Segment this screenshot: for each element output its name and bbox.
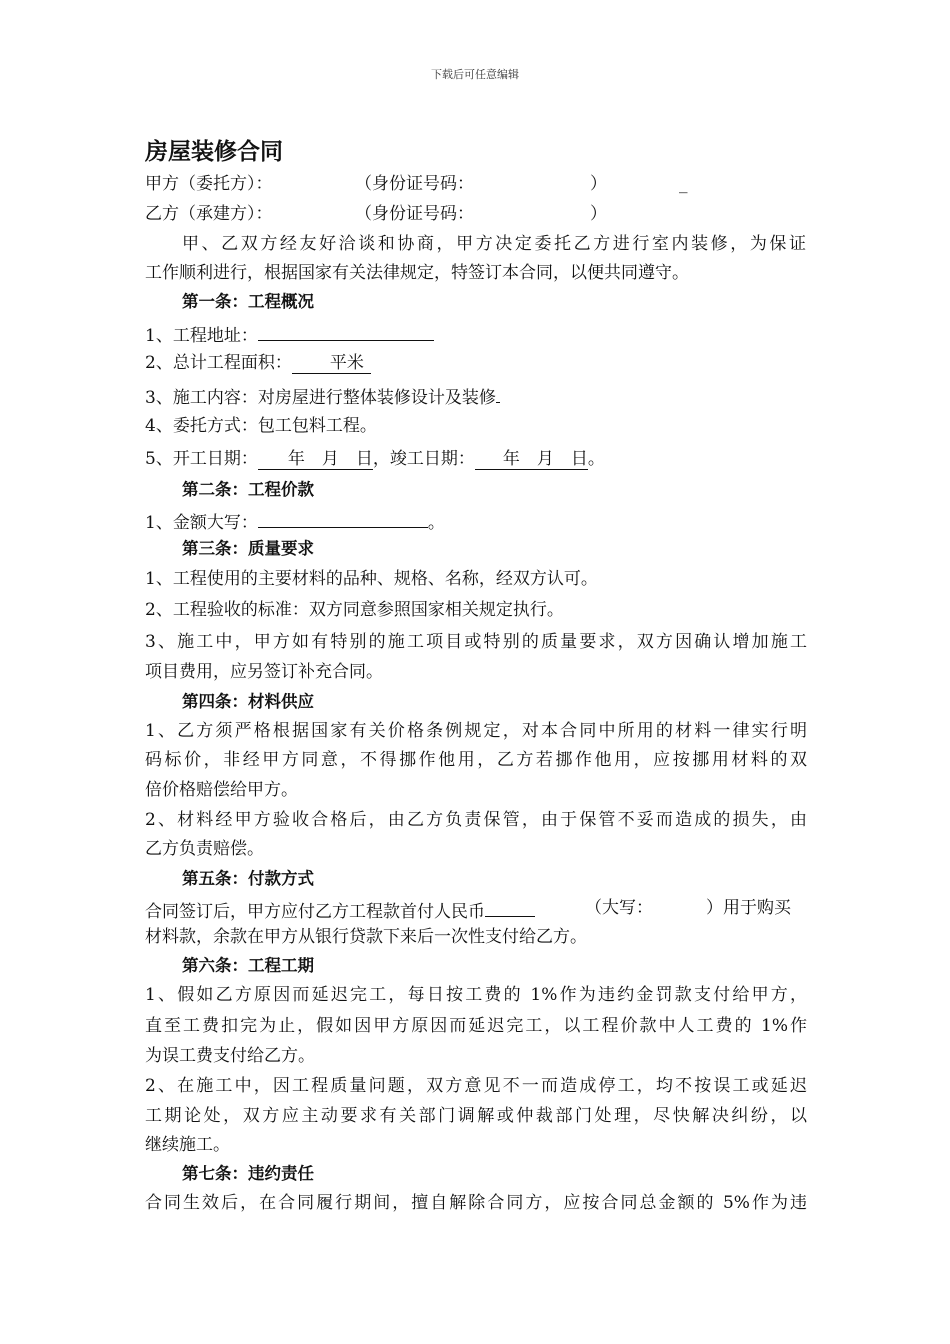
payment-text-a: 合同签订后，甲方应付乙方工程款首付人民币 [145,902,485,922]
address-blank [258,321,434,341]
section-7-heading: 第七条：违约责任 [182,1164,314,1183]
payment-line-1 [145,897,535,923]
material-item-1-line-1: 1、乙方须严格根据国家有关价格条例规定，对本合同中所用的材料一律实行明 [145,721,807,741]
start-date-blank: 年 月 日 [258,449,373,470]
quality-item-1: 1、工程使用的主要材料的品种、规格、名称，经双方认可。 [145,569,598,589]
material-item-1-line-2: 码标价，非经甲方同意，不得挪作他用，乙方若挪作他用，应按挪用材料的双 [145,750,807,770]
payment-text-c: ）用于购买 [706,898,791,918]
area-line [145,352,371,374]
contract-title: 房屋装修合同 [145,139,283,165]
amount-blank [258,508,428,528]
section-5-heading: 第五条：付款方式 [182,869,314,888]
period-item-1-line-1: 1、假如乙方原因而延迟完工，每日按工费的 1%作为违约金罚款支付给甲方， [145,985,807,1005]
material-item-2-line-1: 2、材料经甲方验收合格后，由乙方负责保管，由于保管不妥而造成的损失，由 [145,810,807,830]
payment-text-b: （大写： [585,898,653,918]
start-date-label: 5、开工日期： [145,449,258,469]
intro-line-2: 工作顺利进行，根据国家有关法律规定，特签订本合同，以便共同遵守。 [145,263,689,283]
period-item-2-line-3: 继续施工。 [145,1135,230,1155]
period-item-1-line-2: 直至工费扣完为止，假如因甲方原因而延迟完工，以工程价款中人工费的 1%作 [145,1016,807,1036]
amount-line [145,508,445,534]
party-a-id-label: （身份证号码： [355,174,474,194]
amount-period: 。 [427,513,445,533]
area-label: 2、总计工程面积： [145,353,292,373]
party-b-id-close: ） [590,204,607,224]
content-text: 3、施工内容：对房屋进行整体装修设计及装修 [145,388,496,408]
party-a-id-close: ） [590,174,607,194]
section-2-heading: 第二条：工程价款 [182,480,314,499]
section-4-heading: 第四条：材料供应 [182,692,314,711]
page-header: 下载后可任意编辑 [431,68,519,81]
material-item-1-line-3: 倍价格赔偿给甲方。 [145,780,298,800]
area-unit: 平米 [292,353,371,374]
content-line [145,383,500,409]
address-label: 1、工程地址： [145,326,258,346]
party-a-mark: _ [679,174,688,194]
intro-line-1: 甲、乙双方经友好洽谈和协商，甲方决定委托乙方进行室内装修，为保证 [182,234,806,254]
breach-line-1: 合同生效后，在合同履行期间，擅自解除合同方，应按合同总金额的 5%作为违 [145,1193,807,1213]
payment-line-2: 材料款，余款在甲方从银行贷款下来后一次性支付给乙方。 [145,927,587,947]
content-blank [496,383,500,403]
section-3-heading: 第三条：质量要求 [182,539,314,558]
period-item-1-line-3: 为误工费支付给乙方。 [145,1046,315,1066]
quality-item-3-line-2: 项目费用，应另签订补充合同。 [145,662,383,682]
amount-label: 1、金额大写： [145,513,258,533]
section-1-heading: 第一条：工程概况 [182,292,314,311]
end-date-label: ，竣工日期： [372,449,475,469]
method-line: 4、委托方式：包工包料工程。 [145,416,377,436]
party-b-label: 乙方（承建方）： [145,204,273,224]
section-6-heading: 第六条：工程工期 [182,956,314,975]
address-line [145,321,434,347]
quality-item-3-line-1: 3、施工中，甲方如有特别的施工项目或特别的质量要求，双方因确认增加施工 [145,632,807,652]
party-a-label: 甲方（委托方）： [145,174,273,194]
period-item-2-line-2: 工期论处，双方应主动要求有关部门调解或仲裁部门处理，尽快解决纠纷，以 [145,1106,807,1126]
payment-amount-blank [485,897,535,917]
end-date-blank: 年 月 日 [475,449,588,470]
material-item-2-line-2: 乙方负责赔偿。 [145,839,264,859]
dates-line [145,448,605,470]
period-item-2-line-1: 2、在施工中，因工程质量问题，双方意见不一而造成停工，均不按误工或延迟 [145,1076,807,1096]
dates-period: 。 [587,449,605,469]
quality-item-2: 2、工程验收的标准：双方同意参照国家相关规定执行。 [145,600,564,620]
party-b-id-label: （身份证号码： [355,204,474,224]
